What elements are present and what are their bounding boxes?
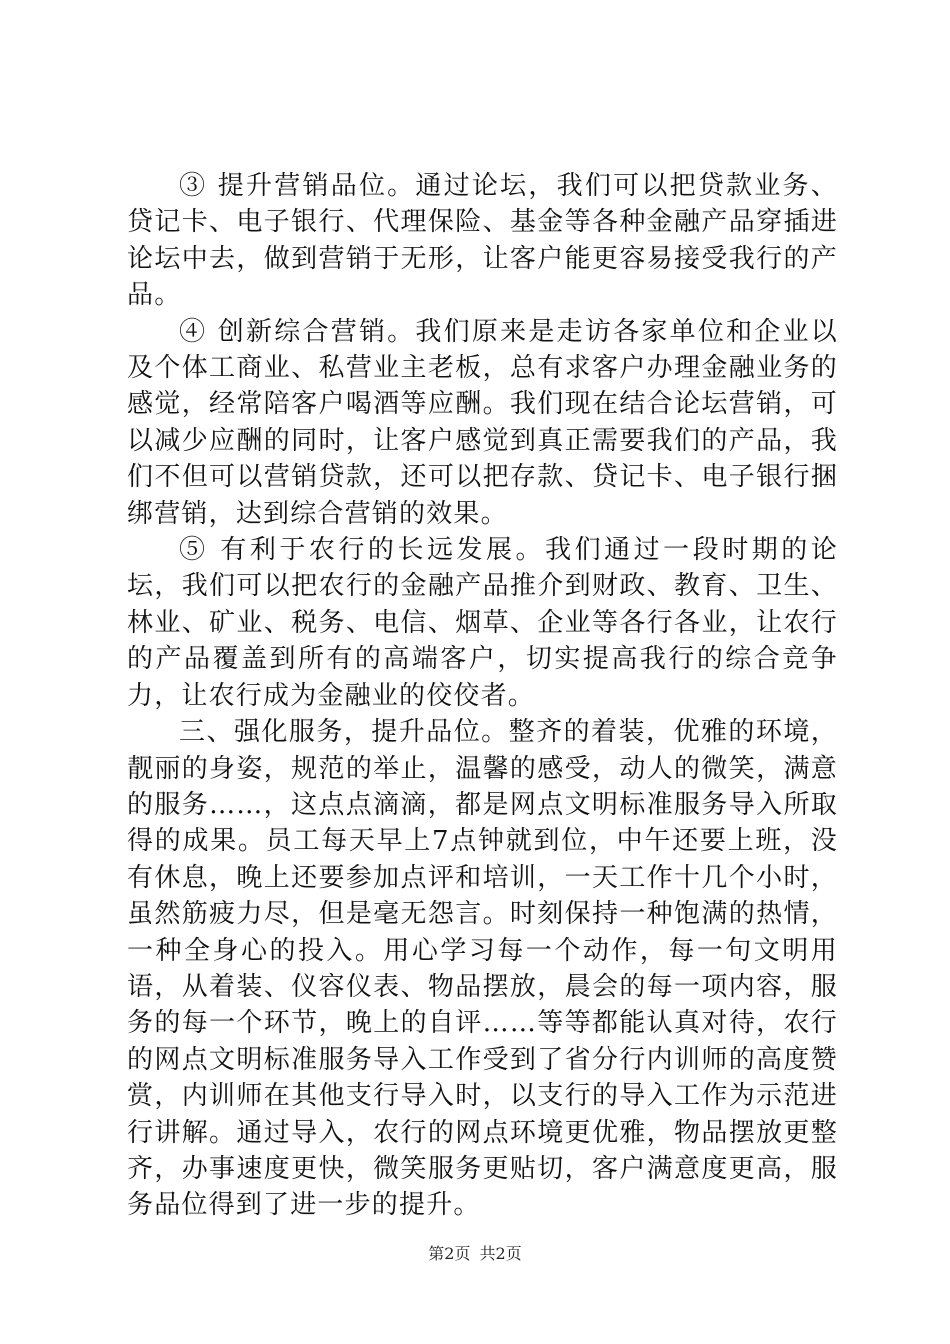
page-footer [0,1243,950,1265]
paragraph-strengthen-service: 三、强化服务，提升品位。整齐的着装，优雅的环境，靓丽的身姿，规范的举止，温馨的感受，动人的微笑，满意的服务……，这点点滴滴，都是网点文明标准服务导入所取得的成果。员工每天早上7点钟就到位，中午还要上班，没有休息，晚上还要参加点评和培训，一天工作十几个小时，虽然筋疲力尽，但是毫无怨言。时刻保持一种饱满的热情，一种全身心的投入。用心学习每一个动作，每一句文明用语，从着装、仪容仪表、物品摆放，晨会的每一项内容，服务的每一个环节，晚上的自评……等等都能认真对待，农行的网点文明标准服务导入工作受到了省分行内训师的高度赞赏，内训师在其他支行导入时，以支行的导入工作为示范进行讲解。通过导入，农行的网点环境更优雅，物品摆放更整齐，办事速度更快，微笑服务更贴切，客户满意度更高，服务品位得到了进一步的提升。 [127,717,838,1221]
document-body [127,168,838,1224]
paragraph-long-term-development: ⑤ 有利于农行的长远发展。我们通过一段时期的论坛，我们可以把农行的金融产品推介到财政、教育、卫生、林业、矿业、税务、电信、烟草、企业等各行各业，让农行的产品覆盖到所有的高端客户，切实提高我行的综合竞争力，让农行成为金融业的佼佼者。 [127,535,838,711]
page-number-current: 第2页 [428,1244,471,1263]
page-number-total: 共2页 [479,1244,522,1263]
paragraph-marketing-positioning: ③ 提升营销品位。通过论坛，我们可以把贷款业务、贷记卡、电子银行、代理保险、基金等各种金融产品穿插进论坛中去，做到营销于无形，让客户能更容易接受我行的产品。 [127,171,838,311]
paragraph-integrated-marketing: ④ 创新综合营销。我们原来是走访各家单位和企业以及个体工商业、私营业主老板，总有求客户办理金融业务的感觉，经常陪客户喝酒等应酬。我们现在结合论坛营销，可以减少应酬的同时，让客户感觉到真正需要我们的产品，我们不但可以营销贷款，还可以把存款、贷记卡、电子银行捆绑营销，达到综合营销的效果。 [127,316,838,529]
